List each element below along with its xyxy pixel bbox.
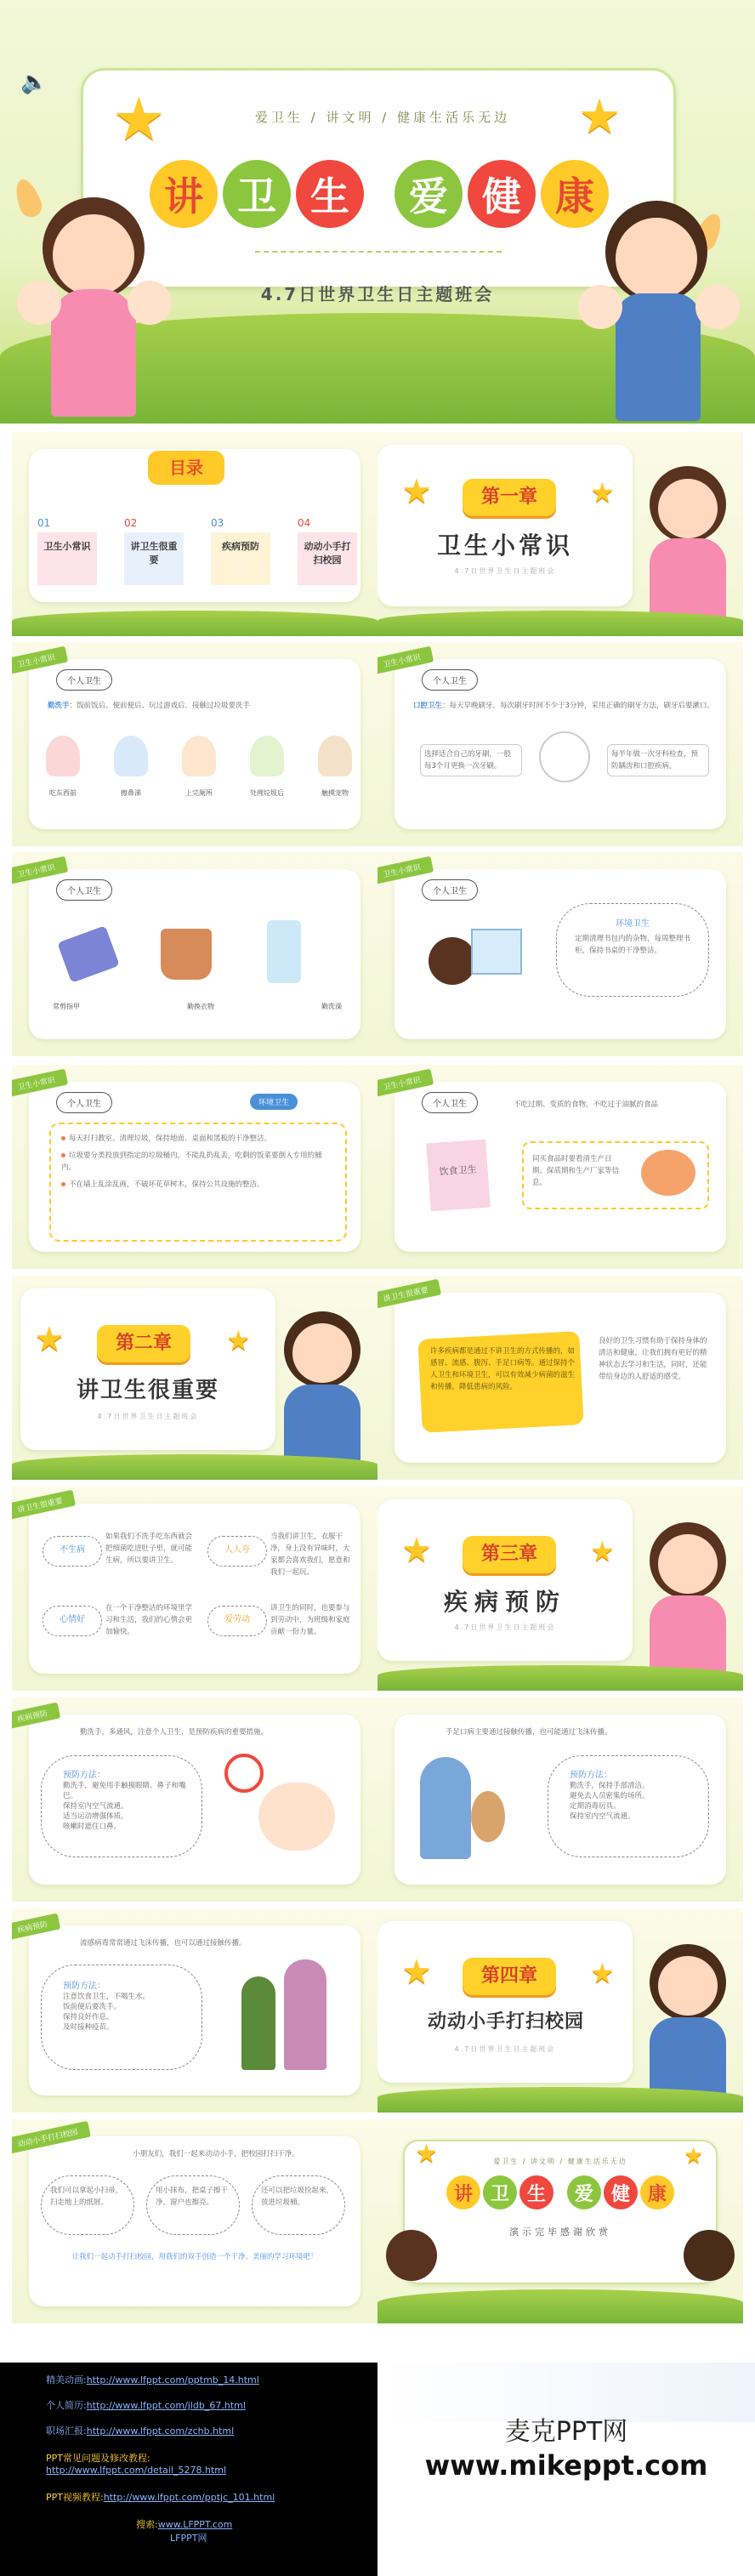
environment-slide	[378, 852, 743, 1056]
bubble-item: 勤洗手，避免用手触摸眼睛、鼻子和嘴巴。	[63, 1782, 186, 1800]
child-toilet-icon	[182, 736, 216, 776]
bubble-list	[570, 1781, 697, 1822]
bubble-item: 饭前便后要洗手。	[63, 2003, 122, 2011]
bubble-title: 预防方法：	[570, 1771, 612, 1780]
campus-top-text: 小朋友们，我们一起来动动小手，把校园打扫干净。	[133, 2150, 299, 2158]
section-tag: 动动小手打扫校园	[12, 2121, 91, 2154]
section-tag: 卫生小常识	[378, 646, 434, 675]
section-tag: 讲卫生很重要	[12, 1490, 76, 1521]
child-eating-icon	[46, 736, 80, 776]
campus-bubble-text: 我们可以拿起小扫帚，扫走地上的纸屑。	[50, 2186, 123, 2207]
section-tag: 卫生小常识	[378, 856, 434, 885]
adult-illustration	[284, 1959, 326, 2070]
chapter-badge: 第三章	[463, 1536, 556, 1573]
toc-items	[37, 517, 357, 585]
footer-link-url: http://www.lfppt.com/pptjc_101.html	[103, 2492, 275, 2503]
hygiene-items-slide	[12, 852, 378, 1056]
child-trash-icon	[250, 736, 284, 776]
bubble-item: 保持良好作息。	[63, 2013, 114, 2022]
chapter-badge: 第一章	[463, 479, 556, 516]
footer-link[interactable]	[46, 2451, 226, 2476]
chapter-title: 动动小手打扫校园	[427, 2011, 584, 2033]
bubble-title: 环境卫生	[616, 919, 650, 929]
chapter-card	[378, 1499, 633, 1661]
food-illustration	[641, 1150, 695, 1196]
section-pill: 个人卫生	[56, 879, 112, 901]
bubble-item: 注意饮食卫生，不喝生水。	[63, 1993, 150, 2001]
toc-item-label: 动动小手打扫校园	[298, 532, 357, 585]
speaker-icon[interactable]: 🔈	[20, 70, 48, 95]
env-list-item: 每天打扫教室、清理垃圾，保持地面、桌面和黑板的干净整洁。	[61, 1133, 335, 1145]
end-title-char: 生	[519, 2175, 553, 2209]
star-icon: ★	[590, 476, 615, 509]
importance-slide	[378, 1276, 743, 1480]
icon-caption: 处理垃圾后	[250, 789, 284, 797]
bubble-item: 避免去人员密集的场所。	[570, 1792, 650, 1800]
toc-item-label: 讲卫生很重要	[124, 532, 184, 585]
star-icon: ★	[401, 1531, 432, 1570]
reason-bubble: 人人夸	[207, 1536, 267, 1567]
prevention-top-text: 勤洗手，多通风，注意个人卫生，是预防疾病的重要措施。	[80, 1728, 269, 1737]
section-tag: 疾病预防	[12, 1914, 60, 1941]
star-icon: ★	[34, 1320, 65, 1359]
footer-link-url: http://www.lfppt.com/jldb_67.html	[86, 2400, 246, 2411]
footer-link[interactable]	[46, 2373, 259, 2386]
section-pill: 个人卫生	[56, 1092, 112, 1113]
child-illustration	[241, 1976, 275, 2070]
prevention-slide-2	[378, 1697, 743, 1902]
bubble-item: 定期消毒玩具。	[570, 1802, 621, 1811]
end-title-gap	[556, 2175, 565, 2209]
star-icon: ★	[590, 1957, 615, 1989]
footer-link-label: 个人简历:	[46, 2400, 87, 2411]
reason-text: 当我们讲卫生，衣服干净，身上没有异味时，大家都会喜欢我们，愿意和我们一起玩。	[270, 1533, 350, 1577]
right-note: 每半年做一次牙科检查，预防龋齿和口腔疾病。	[607, 744, 709, 776]
chapter-card	[20, 1288, 275, 1450]
hero-title-char: 讲	[150, 160, 218, 228]
toc-item-label: 卫生小常识	[37, 532, 97, 585]
boy-hand	[695, 285, 740, 329]
section-tag: 卫生小常识	[12, 1069, 68, 1098]
campus-bubble-text: 用小抹布，把桌子擦干净，窗户也擦亮。	[156, 2186, 229, 2207]
boy-character	[684, 2230, 735, 2281]
campus-bottom-text: 让我们一起动手打扫校园，用我们的双手创造一个干净、美丽的学习环境吧！	[71, 2253, 318, 2261]
star-icon: ★	[590, 1535, 615, 1567]
chapter-subtitle: 4.7日世界卫生日主题班会	[454, 567, 556, 575]
hand-wash-icons	[46, 736, 352, 798]
bubble-list	[63, 1781, 190, 1832]
end-title-char: 康	[640, 2175, 674, 2209]
environment-list-slide	[12, 1065, 378, 1269]
hero-title	[150, 160, 609, 228]
bubble-item: 保持室内空气流通。	[63, 1802, 128, 1811]
campus-bubble-text: 还可以把垃圾捡起来，放进垃圾桶。	[261, 2186, 334, 2207]
reason-bubble: 不生病	[43, 1536, 102, 1567]
section-tag: 卫生小常识	[378, 1069, 434, 1098]
bubble-title: 预防方法：	[63, 1771, 105, 1780]
footer-link-label: PPT常见问题及修改教程:	[46, 2453, 150, 2464]
reason-text: 如果我们不洗手吃东西就会把细菌吃进肚子里，就可能生病，所以要讲卫生。	[105, 1533, 193, 1565]
bubble-text: 定期清理书包内的杂物，每周整理书柜，保持书桌的干净整洁。	[575, 935, 691, 955]
pet-illustration	[471, 1791, 505, 1842]
shower-icon	[267, 920, 301, 983]
section-tag: 卫生小常识	[12, 646, 68, 675]
env-list-box	[49, 1123, 347, 1242]
footer-search-url: www.LFPPT.com	[157, 2519, 233, 2530]
lead-label: 口腔卫生	[413, 702, 443, 710]
importance-text: 良好的卫生习惯有助于保持身体的清洁和健康，让我们拥有更好的精神状态去学习和生活，同时，还能带给身边的人舒适的感受。	[599, 1337, 707, 1381]
chapter3-slide	[378, 1487, 743, 1691]
lead-text: 饭前饭后、便前便后、玩过游戏后、接触过垃圾要洗手	[77, 702, 251, 710]
end-top-line: 爱卫生 / 讲文明 / 健康生活乐无边	[493, 2158, 627, 2165]
hygiene-hands-slide	[12, 642, 378, 846]
prevention-slide-1	[12, 1697, 378, 1902]
child-tissue-icon	[114, 736, 148, 776]
child-pet-icon	[318, 736, 352, 776]
chapter-badge: 第二章	[97, 1325, 190, 1362]
lead-label: 勤洗手	[48, 702, 70, 710]
footer-link-label: 精美动画:	[46, 2374, 87, 2386]
yellow-note-text: 许多疾病都是通过不讲卫生的方式传播的，如感冒、流感、腹泻、手足口病等。通过保持个人卫生和环境卫生，可以有效减少病菌的滋生和传播，降低患病的风险。	[430, 1347, 576, 1391]
chapter-title: 疾病预防	[443, 1588, 566, 1616]
end-title-char: 爱	[567, 2175, 601, 2209]
chapter1-slide	[378, 432, 743, 636]
grass-decoration	[12, 1454, 378, 1480]
chapter-subtitle: 4.7日世界卫生日主题班会	[97, 1413, 199, 1420]
reason-text: 讲卫生的同时，也要参与到劳动中，为班级和家庭贡献一份力量。	[270, 1604, 350, 1636]
grass-decoration	[12, 611, 378, 636]
section-tag: 讲卫生很重要	[378, 1279, 441, 1310]
footer-link-label: PPT视频教程:	[46, 2492, 104, 2503]
lead-text: 每天早晚刷牙，每次刷牙时间不少于3分钟，采用正确的刷牙方法，刷牙后要漱口。	[449, 702, 714, 710]
girl-character	[386, 2230, 437, 2281]
star-icon: ★	[401, 472, 432, 511]
icon-caption: 勤换衣物	[187, 1003, 214, 1010]
toc-item-num: 01	[37, 517, 51, 529]
footer-link-url: http://www.lfppt.com/zchb.html	[86, 2425, 235, 2437]
end-title-char: 讲	[446, 2175, 480, 2209]
boy-face	[292, 1323, 352, 1383]
icon-item	[250, 736, 284, 798]
girl-hand	[17, 281, 61, 325]
boy-overalls	[616, 293, 701, 421]
boy-face	[616, 218, 697, 299]
star-icon: ★	[684, 2143, 704, 2169]
campus-bubble	[146, 2175, 240, 2235]
prevention-slide-3	[12, 1908, 378, 2113]
footer-search-label: 搜索:	[136, 2519, 158, 2530]
icon-item	[318, 736, 352, 798]
reason-bubble: 心情好	[43, 1606, 102, 1636]
toc-item-num: 04	[298, 517, 311, 529]
star-icon: ★	[112, 84, 166, 154]
grass-decoration	[378, 2087, 743, 2113]
toc-slide	[12, 432, 378, 636]
bubble-item: 咳嗽时遮住口鼻。	[63, 1823, 122, 1831]
footer-link-label: 职场汇报:	[46, 2425, 87, 2437]
toc-item[interactable]	[298, 517, 357, 585]
grass-decoration	[378, 611, 743, 636]
brand-name: 麦克PPT网	[504, 2417, 628, 2447]
end-title-char: 卫	[483, 2175, 517, 2209]
food-note: 同买食品时要看清生产日期、保质期和生产厂家等信息。	[532, 1155, 620, 1187]
section-pill: 个人卫生	[422, 879, 478, 901]
campus-bubble	[252, 2175, 345, 2235]
reason-bubble: 爱劳动	[207, 1606, 267, 1636]
end-title	[446, 2175, 675, 2209]
boy-hand	[578, 285, 622, 329]
end-slide	[378, 2119, 743, 2323]
bubble-item: 及时接种疫苗。	[63, 2023, 114, 2032]
icon-item	[46, 736, 80, 798]
food-hygiene-slide	[378, 1065, 743, 1269]
girl-dress	[51, 289, 136, 417]
kid-illustration	[420, 1757, 471, 1859]
chapter-subtitle: 4.7日世界卫生日主题班会	[454, 2045, 556, 2053]
icon-item	[114, 736, 148, 798]
grass-decoration	[378, 2289, 743, 2323]
food-label-card: 饮食卫生	[426, 1140, 490, 1212]
env-badge: 环境卫生	[250, 1094, 298, 1110]
chapter4-slide	[378, 1908, 743, 2113]
toc-item[interactable]	[37, 517, 97, 585]
icon-caption: 勤洗澡	[321, 1003, 342, 1010]
bubble-item: 保持室内空气流通。	[570, 1812, 635, 1821]
content-card	[29, 1504, 360, 1674]
icon-caption: 常剪指甲	[53, 1003, 80, 1010]
chapter2-slide	[12, 1276, 378, 1480]
footer-link-url: http://www.lfppt.com/pptmb_14.html	[86, 2374, 259, 2386]
icon-caption: 触摸宠物	[321, 789, 349, 797]
star-icon: ★	[401, 1953, 432, 1992]
hero-divider	[255, 251, 502, 253]
chapter-title: 卫生小常识	[436, 532, 573, 560]
girl-cleaning-illustration	[429, 937, 476, 985]
chapter-subtitle: 4.7日世界卫生日主题班会	[454, 1624, 556, 1631]
lead-paragraph: 勤洗手：饭前饭后、便前便后、玩过游戏后、接触过垃圾要洗手	[48, 702, 251, 710]
chapter-title: 讲卫生很重要	[76, 1378, 219, 1403]
section-pill: 个人卫生	[56, 669, 112, 691]
tooth-icon	[539, 731, 590, 782]
star-icon: ★	[415, 2139, 438, 2169]
toc-item-num: 03	[211, 517, 224, 529]
env-list-item: 垃圾要分类投放到指定的垃圾桶内，不能乱扔乱丢，吃剩的饭菜要倒入专用的桶内。	[61, 1152, 322, 1172]
campus-cleaning-slide	[12, 2119, 378, 2323]
prevention-top-text: 手足口病主要通过接触传播，也可能通过飞沫传播。	[446, 1728, 612, 1737]
end-subtitle: 演示完毕感谢欣赏	[509, 2226, 611, 2238]
food-top-text: 不吃过期、变质的食物，不吃过于油腻的食品	[514, 1100, 659, 1109]
boy-face	[658, 1956, 718, 2016]
star-icon: ★	[226, 1324, 251, 1356]
chapter-badge: 第四章	[463, 1958, 556, 1995]
chapter-card	[378, 1921, 633, 2083]
bubble-list	[63, 1992, 190, 2033]
footer-link[interactable]	[46, 2424, 234, 2437]
left-note: 选择适合自己的牙刷，一般每3个月更换一次牙刷。	[420, 744, 522, 776]
bubble-item: 适当运动增强体质。	[63, 1812, 128, 1821]
chapter-card	[378, 445, 633, 606]
hero-title-gap	[369, 160, 389, 228]
footer-link[interactable]	[46, 2490, 275, 2504]
no-virus-icon	[224, 1754, 264, 1793]
icon-caption: 吃东西前	[49, 789, 77, 797]
oral-hygiene-slide	[378, 642, 743, 846]
toc-item[interactable]	[124, 517, 184, 585]
footer-link-url: http://www.lfppt.com/detail_5278.html	[46, 2465, 227, 2476]
footer-brand: LFPPT网	[170, 2533, 207, 2544]
four-reasons-slide	[12, 1487, 378, 1691]
window-icon	[471, 929, 522, 975]
girl-face	[53, 214, 134, 296]
toc-item-num: 02	[124, 517, 138, 529]
toc-title: 目录	[148, 451, 224, 485]
hero-subtitle: 4.7日世界卫生日主题班会	[260, 284, 495, 304]
hero-title-char: 康	[541, 160, 609, 228]
washing-hands-illustration	[258, 1783, 335, 1851]
girl-hand	[128, 281, 172, 325]
hero-title-char: 卫	[223, 160, 291, 228]
bubble-title: 预防方法：	[63, 1982, 105, 1991]
icon-caption: 上完厕所	[185, 789, 213, 797]
grass-decoration	[378, 1665, 743, 1691]
env-list-item: 不在墙上乱涂乱画，不破坏花草树木，保持公共设施的整洁。	[61, 1179, 335, 1191]
icon-caption: 擦鼻涕	[121, 789, 141, 797]
brand-url[interactable]: www.mikeppt.com	[424, 2449, 708, 2482]
star-icon: ★	[578, 89, 622, 145]
campus-bubble	[41, 2175, 134, 2235]
section-pill: 个人卫生	[422, 1092, 478, 1113]
laundry-basket-icon	[161, 929, 212, 980]
section-tag: 卫生小常识	[12, 856, 68, 885]
girl-face	[658, 479, 718, 538]
reason-text: 在一个干净整洁的环境里学习和生活，我们的心情会更加愉快。	[105, 1604, 193, 1636]
section-tag: 疾病预防	[12, 1703, 60, 1730]
footer-search[interactable]	[136, 2517, 232, 2531]
hero-title-char: 健	[468, 160, 536, 228]
item-captions	[53, 1002, 342, 1011]
prevention-top-text: 流感病毒常常通过飞沫传播，也可以通过接触传播。	[80, 1939, 247, 1948]
lead-paragraph: 口腔卫生：每天早晚刷牙，每次刷牙时间不少于3分钟，采用正确的刷牙方法，刷牙后要漱口。	[413, 702, 714, 710]
section-pill: 个人卫生	[422, 669, 478, 691]
hero-top-line: 爱卫生 / 讲文明 / 健康生活乐无边	[254, 110, 511, 125]
footer-link[interactable]	[46, 2398, 246, 2412]
footer-links-panel	[0, 2363, 378, 2576]
end-title-char: 健	[604, 2175, 638, 2209]
hero-slide	[0, 0, 755, 424]
brand-panel	[378, 2363, 755, 2576]
toc-item-label: 疾病预防	[211, 532, 270, 585]
leaf-decoration	[11, 176, 45, 220]
icon-item	[182, 736, 216, 798]
toc-item[interactable]	[211, 517, 270, 585]
girl-face	[658, 1534, 718, 1594]
bubble-item: 勤洗手，保持手部清洁。	[570, 1782, 650, 1790]
hero-title-char: 生	[296, 160, 364, 228]
hero-title-char: 爱	[395, 160, 463, 228]
